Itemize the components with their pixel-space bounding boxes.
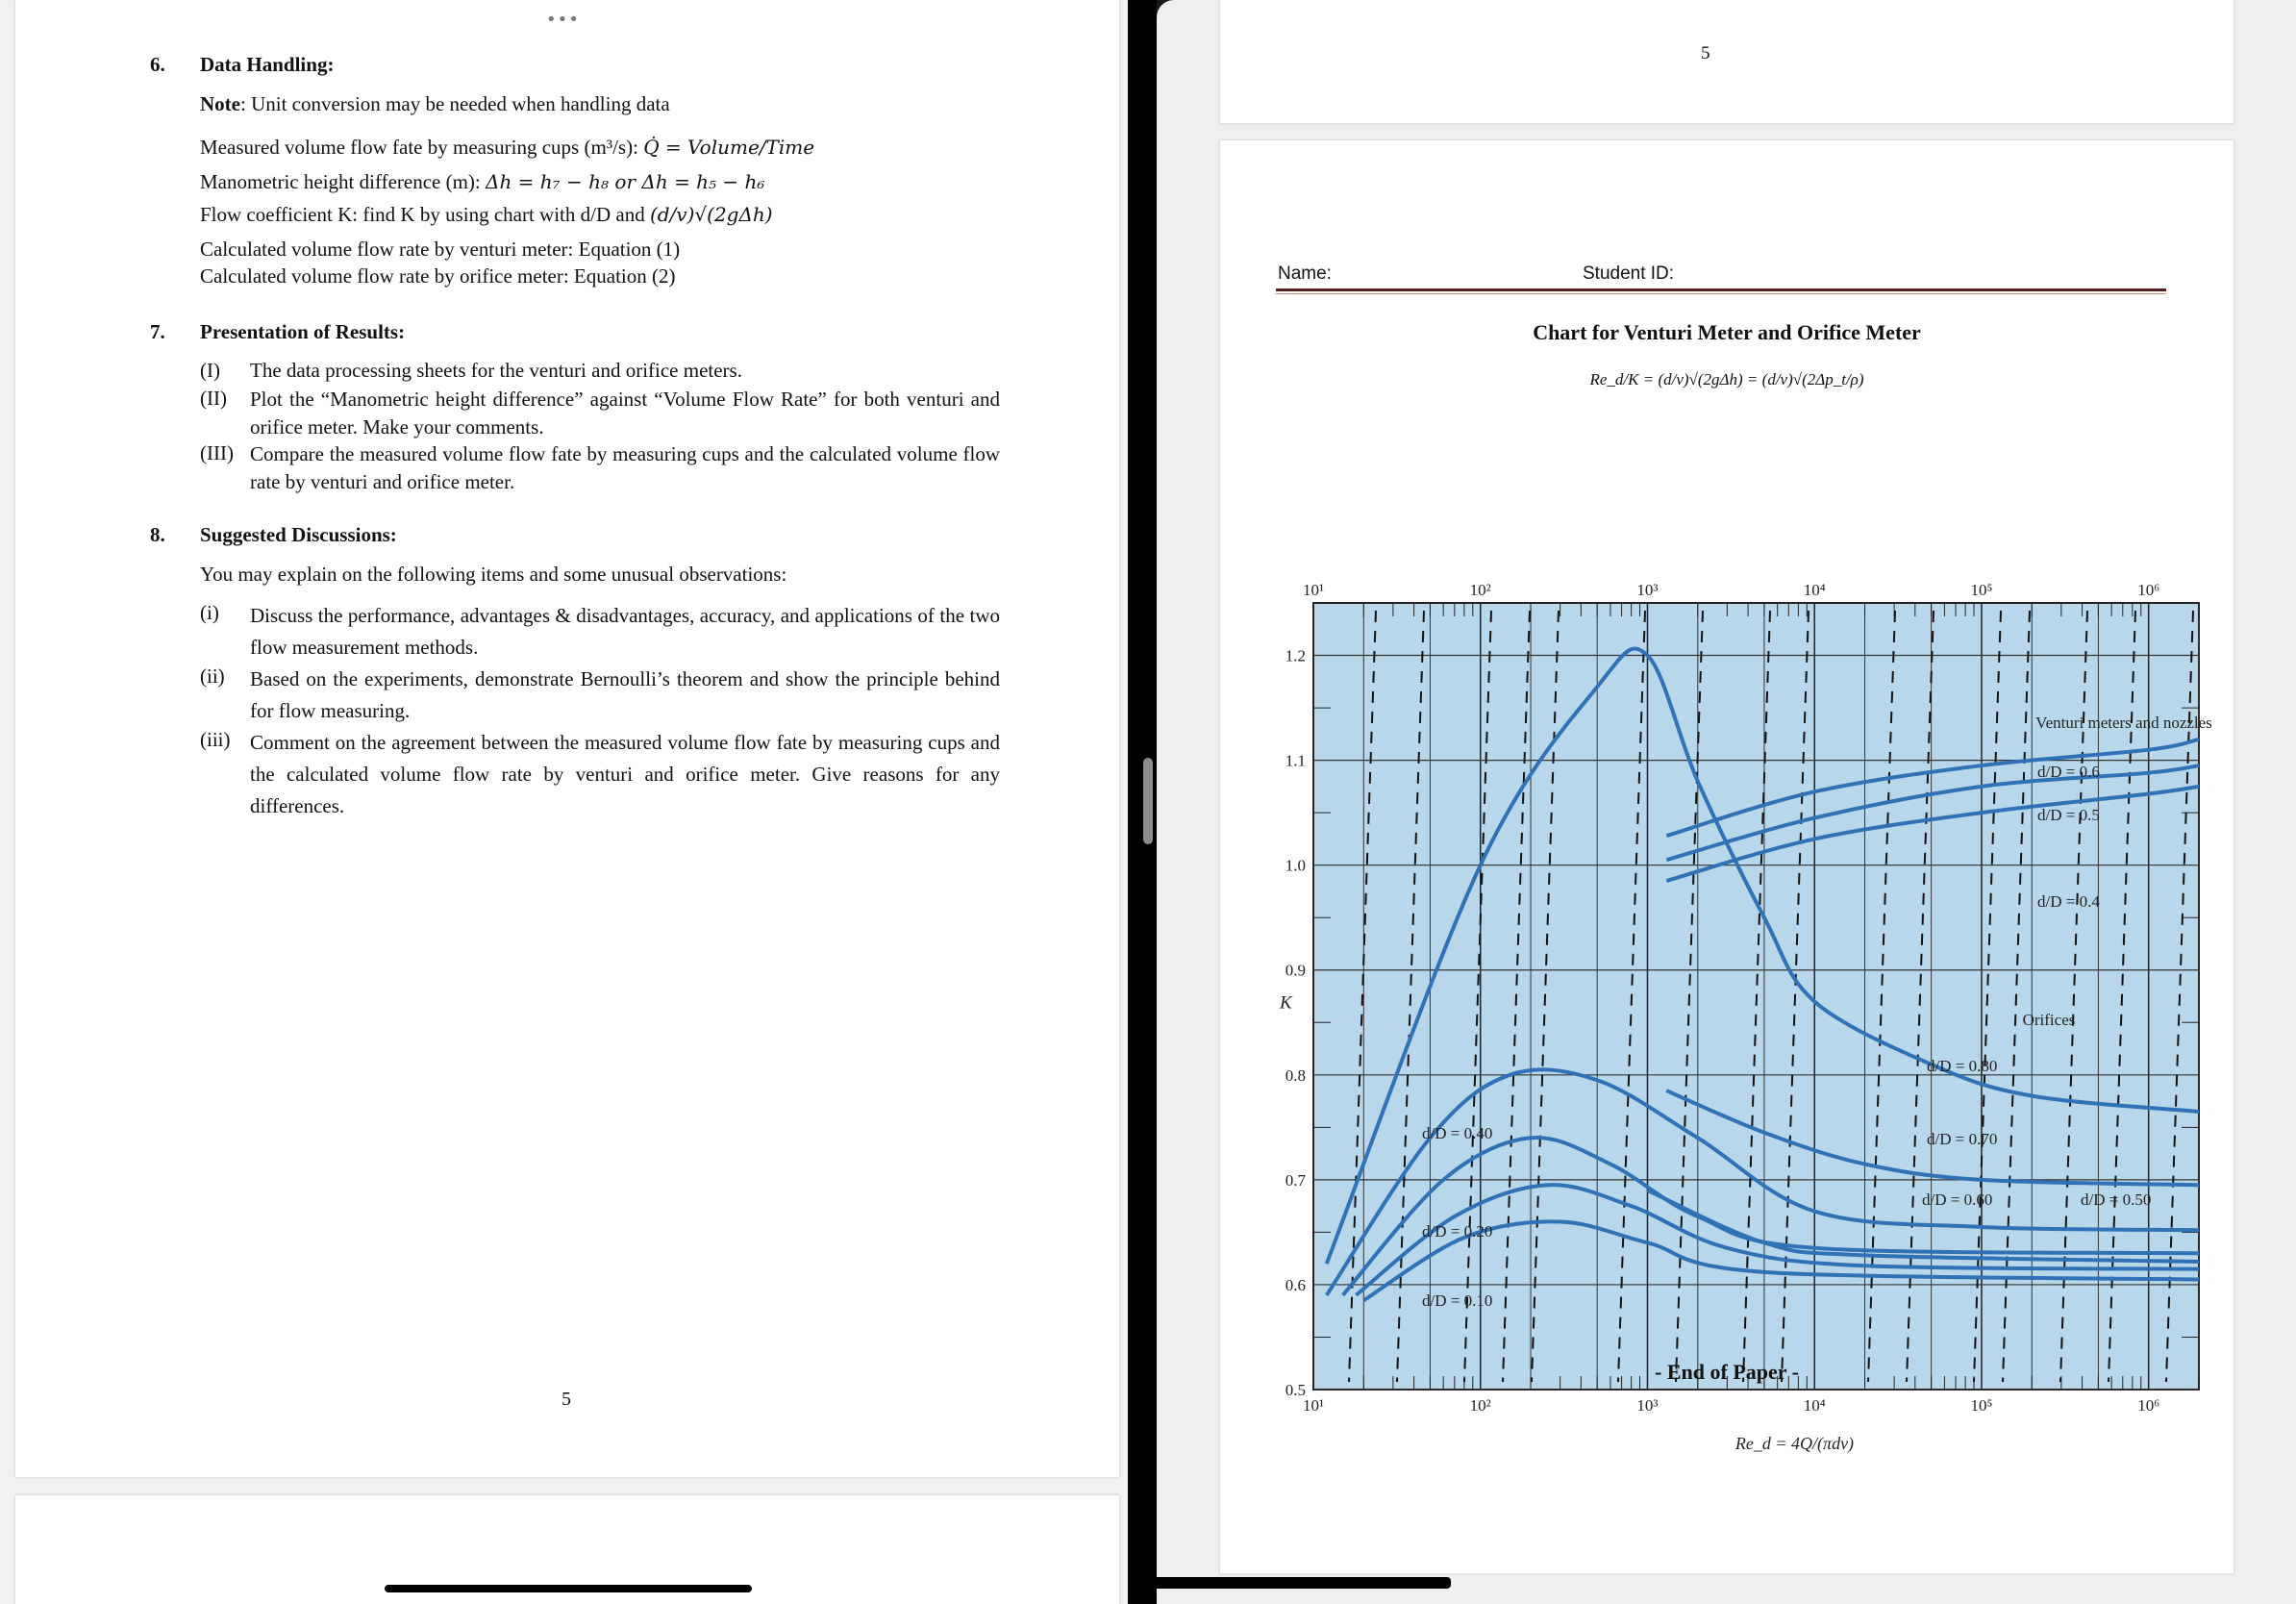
- manometric-text: Manometric height difference (m):: [200, 170, 486, 193]
- low-re-ratio-label: d/D = 0.40: [1422, 1124, 1493, 1142]
- sec7-item-text: Compare the measured volume flow fate by measuring cups and the calculated volume flow rate by venturi and orifice meter.: [250, 442, 1000, 493]
- section-7-number: 7.: [150, 320, 165, 343]
- previous-page-number: 5: [1701, 43, 1710, 63]
- sec7-item-marker: (II): [200, 387, 227, 410]
- y-tick-label: 0.5: [1285, 1381, 1306, 1399]
- section-7-title: Presentation of Results:: [200, 320, 406, 343]
- x-tick-label: 10¹: [1302, 1396, 1325, 1415]
- y-tick-label: 1.1: [1285, 751, 1306, 770]
- sec8-item-marker: (iii): [200, 728, 231, 751]
- y-tick-label: 0.7: [1285, 1170, 1306, 1190]
- section-8-number: 8.: [150, 523, 165, 546]
- x-tick-label: 10³: [1636, 1396, 1659, 1415]
- orifice-calc-line: Calculated volume flow rate by orifice meter: Equation (2): [200, 264, 676, 288]
- orifice-ratio-label: d/D = 0.50: [2081, 1190, 2152, 1209]
- y-tick-label: 1.0: [1285, 856, 1306, 875]
- page-options-dots-icon[interactable]: •••: [546, 10, 580, 30]
- venturi-ratio-label: d/D = 0.4: [2037, 892, 2100, 911]
- section-6-number: 6.: [150, 53, 165, 76]
- sec8-item-text: Based on the experiments, demonstrate Bernoulli’s theorem and show the principle behind for flow measuring.: [250, 667, 1000, 722]
- y-tick-label: 0.6: [1285, 1275, 1306, 1294]
- document-page-left: [15, 0, 1119, 1477]
- name-label: Name:: [1278, 263, 1332, 284]
- volume-flow-equation: Q̇ = Volume/Time: [643, 136, 815, 159]
- section-8-title: Suggested Discussions:: [200, 523, 397, 546]
- flow-coefficient-text: Flow coefficient K: find K by using chart with d/D and: [200, 203, 650, 226]
- sec7-item-marker: (I): [200, 359, 220, 382]
- note-text: : Unit conversion may be needed when handling data: [239, 92, 670, 115]
- manometric-line: [200, 169, 764, 194]
- orifice-ratio-label: d/D = 0.70: [1927, 1130, 1998, 1148]
- top-tick-label: 10⁵: [1970, 581, 1993, 599]
- manometric-equation: Δh = h₇ − h₈ or Δh = h₅ − h₆: [486, 170, 765, 193]
- header-rule-thin: [1276, 293, 2166, 294]
- right-document-pane[interactable]: [1157, 0, 2296, 1604]
- y-tick-label: 0.9: [1285, 961, 1306, 980]
- split-view-drag-handle[interactable]: [1143, 758, 1153, 844]
- student-id-label: Student ID:: [1583, 263, 1675, 284]
- sec7-item-text: Plot the “Manometric height difference” against “Volume Flow Rate” for both venturi and orifice meter. Make your comments.: [250, 388, 1000, 439]
- note-label: Note: [200, 92, 240, 115]
- orifice-ratio-label: d/D = 0.80: [1927, 1057, 1998, 1075]
- flow-coefficient-line: [200, 202, 773, 227]
- top-tick-label: 10¹: [1302, 581, 1325, 599]
- venturi-ratio-label: d/D = 0.5: [2037, 806, 2100, 824]
- previous-page-preview: [1220, 0, 2234, 123]
- document-page-right: [1220, 140, 2234, 1573]
- y-axis-label: K: [1280, 992, 1292, 1014]
- volume-flow-text: Measured volume flow fate by measuring cups (m³/s):: [200, 136, 644, 159]
- chart-title: Chart for Venturi Meter and Orifice Meter: [1533, 320, 1921, 344]
- orifice-group-label: Orifices: [2022, 1011, 2076, 1029]
- sec8-item-text: Comment on the agreement between the measured volume flow fate by measuring cups and the calculated volume flow rate by venturi and orifice meter. Give reasons for any differences.: [250, 731, 1000, 817]
- volume-flow-line: [200, 135, 814, 160]
- header-rule: [1276, 288, 2166, 291]
- left-document-pane[interactable]: [0, 0, 1128, 1604]
- sec8-intro: You may explain on the following items and some unusual observations:: [200, 563, 787, 586]
- end-of-paper: - End of Paper -: [1655, 1360, 1799, 1384]
- top-tick-label: 10⁶: [2137, 581, 2160, 599]
- orifice-ratio-label: d/D = 0.60: [1922, 1190, 1993, 1209]
- low-re-ratio-label: d/D = 0.10: [1422, 1291, 1493, 1310]
- top-axis-label: Re_d/K = (d/v)√(2gΔh) = (d/v)√(2Δp_t/ρ): [1589, 370, 1864, 388]
- venturi-calc-line: Calculated volume flow rate by venturi meter: Equation (1): [200, 238, 681, 261]
- sec7-item-marker: (III): [200, 441, 234, 464]
- top-tick-label: 10³: [1636, 581, 1659, 599]
- venturi-ratio-label: d/D = 0.6: [2037, 763, 2100, 781]
- x-tick-label: 10⁶: [2137, 1396, 2160, 1415]
- section-6-title: Data Handling:: [200, 53, 335, 76]
- y-tick-label: 1.2: [1285, 646, 1306, 665]
- sec7-item-text: The data processing sheets for the venturi and orifice meters.: [250, 359, 742, 382]
- low-re-ratio-label: d/D = 0.20: [1422, 1222, 1493, 1241]
- venturi-group-label: Venturi meters and nozzles: [2035, 714, 2212, 732]
- x-tick-label: 10⁴: [1803, 1396, 1826, 1415]
- top-tick-label: 10²: [1469, 581, 1491, 599]
- top-tick-label: 10⁴: [1803, 581, 1826, 599]
- home-indicator-right[interactable]: [1157, 1577, 1451, 1589]
- x-axis-label: Re_d = 4Q/(πdv): [1734, 1434, 1855, 1453]
- home-indicator-left[interactable]: [385, 1585, 752, 1592]
- x-tick-label: 10⁵: [1970, 1396, 1993, 1415]
- y-tick-label: 0.8: [1285, 1065, 1306, 1085]
- flow-coefficient-equation: (d/v)√(2gΔh): [649, 203, 773, 226]
- page-number: 5: [562, 1389, 571, 1410]
- sec8-item-text: Discuss the performance, advantages & disadvantages, accuracy, and applications of the two flow measurement methods.: [250, 604, 1000, 659]
- x-tick-label: 10²: [1469, 1396, 1491, 1415]
- sec8-item-marker: (ii): [200, 664, 225, 688]
- sec8-item-marker: (i): [200, 601, 219, 624]
- venturi-orifice-chart: [1220, 390, 2234, 1602]
- note-line: [200, 91, 670, 116]
